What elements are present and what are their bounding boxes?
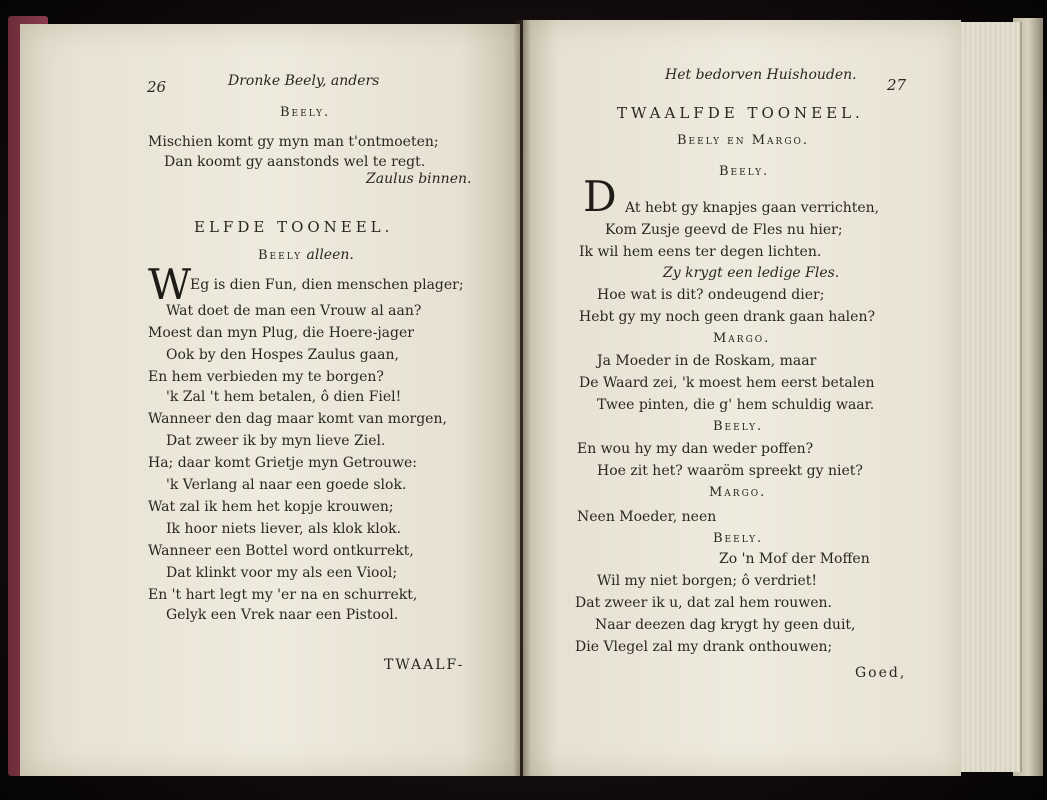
catchword: Goed, — [855, 665, 907, 681]
verse-line: Dat zweer ik u, dat zal hem rouwen. — [575, 595, 832, 611]
verse-line: Ja Moeder in de Roskam, maar — [597, 353, 817, 369]
verse-line: Gelyk een Vrek naar een Pistool. — [166, 607, 399, 623]
scene-title: ELFDE TOONEEL. — [194, 218, 394, 236]
verse-line: En wou hy my dan weder poffen? — [577, 441, 814, 457]
verse-line: Hoe zit het? waaröm spreekt gy niet? — [597, 463, 863, 479]
verse-line: Wil my niet borgen; ô verdriet! — [597, 573, 817, 589]
speaker-label: Beely. — [280, 105, 331, 120]
verse-line: Wanneer een Bottel word ontkurrekt, — [148, 543, 414, 559]
running-head: Dronke Beely, anders — [228, 73, 380, 89]
drop-cap: D — [583, 172, 617, 221]
verse-line: 'k Verlang al naar een goede slok. — [166, 477, 407, 493]
scene-title: TWAALFDE TOONEEL. — [617, 104, 864, 122]
verse-line: Ha; daar komt Grietje myn Getrouwe: — [148, 455, 417, 471]
verse-line: Eg is dien Fun, dien menschen plager; — [190, 277, 464, 293]
verse-line: Neen Moeder, neen — [577, 509, 717, 525]
verse-line: Dan koomt gy aanstonds wel te regt. — [164, 154, 426, 170]
speaker-label: Beely — [258, 248, 303, 263]
verse-line: Die Vlegel zal my drank onthouwen; — [575, 639, 833, 655]
verse-line: En hem verbieden my te borgen? — [148, 369, 384, 385]
verse-line: De Waard zei, 'k moest hem eerst betalen — [579, 375, 875, 391]
verse-line: 'k Zal 't hem betalen, ô dien Fiel! — [166, 389, 402, 405]
verse-line: Ik hoor niets liever, als klok klok. — [166, 521, 402, 537]
verse-line: Wat zal ik hem het kopje krouwen; — [148, 499, 394, 515]
verse-line: En 't hart legt my 'er na en schurrekt, — [148, 587, 418, 603]
speaker-label: Beely en Margo. — [677, 133, 810, 148]
verse-line: Hoe wat is dit? ondeugend dier; — [597, 287, 825, 303]
speaker-label: Beely. — [713, 531, 764, 546]
speaker-label: Beely. — [713, 419, 764, 434]
verse-line: Wanneer den dag maar komt van morgen, — [148, 411, 447, 427]
stage-note: alleen. — [306, 247, 354, 263]
page-edges — [958, 22, 1022, 772]
verse-line: Ook by den Hospes Zaulus gaan, — [166, 347, 399, 363]
stage-direction: Zaulus binnen. — [366, 171, 472, 187]
verse-line: Dat zweer ik by myn lieve Ziel. — [166, 433, 386, 449]
page-number: 26 — [147, 78, 167, 96]
verse-line: Naar deezen dag krygt hy geen duit, — [595, 617, 856, 633]
speaker-label: Beely. — [719, 164, 770, 179]
cast-line — [258, 248, 354, 262]
verse-line: Hebt gy my noch geen drank gaan halen? — [579, 309, 875, 325]
verse-line: Zo 'n Mof der Moffen — [719, 551, 870, 567]
verse-line: Wat doet de man een Vrouw al aan? — [166, 303, 422, 319]
verse-line: Kom Zusje geevd de Fles nu hier; — [605, 222, 843, 238]
running-head: Het bedorven Huishouden. — [665, 67, 857, 83]
verse-line: Ik wil hem eens ter degen lichten. — [579, 244, 822, 260]
speaker-label: Margo. — [709, 485, 767, 500]
book-gutter — [514, 20, 530, 776]
verse-line: Mischien komt gy myn man t'ontmoeten; — [148, 134, 439, 150]
verse-line: At hebt gy knapjes gaan verrichten, — [625, 200, 880, 216]
verse-line: Dat klinkt voor my als een Viool; — [166, 565, 398, 581]
stage-direction: Zy krygt een ledige Fles. — [663, 265, 840, 281]
catchword: TWAALF- — [384, 657, 465, 673]
speaker-label: Margo. — [713, 331, 771, 346]
verse-line: Twee pinten, die g' hem schuldig waar. — [597, 397, 875, 413]
right-page — [523, 20, 961, 776]
left-page — [20, 24, 520, 776]
page-number: 27 — [887, 76, 907, 94]
verse-line: Moest dan myn Plug, die Hoere-jager — [148, 325, 414, 341]
drop-cap: W — [148, 260, 192, 309]
